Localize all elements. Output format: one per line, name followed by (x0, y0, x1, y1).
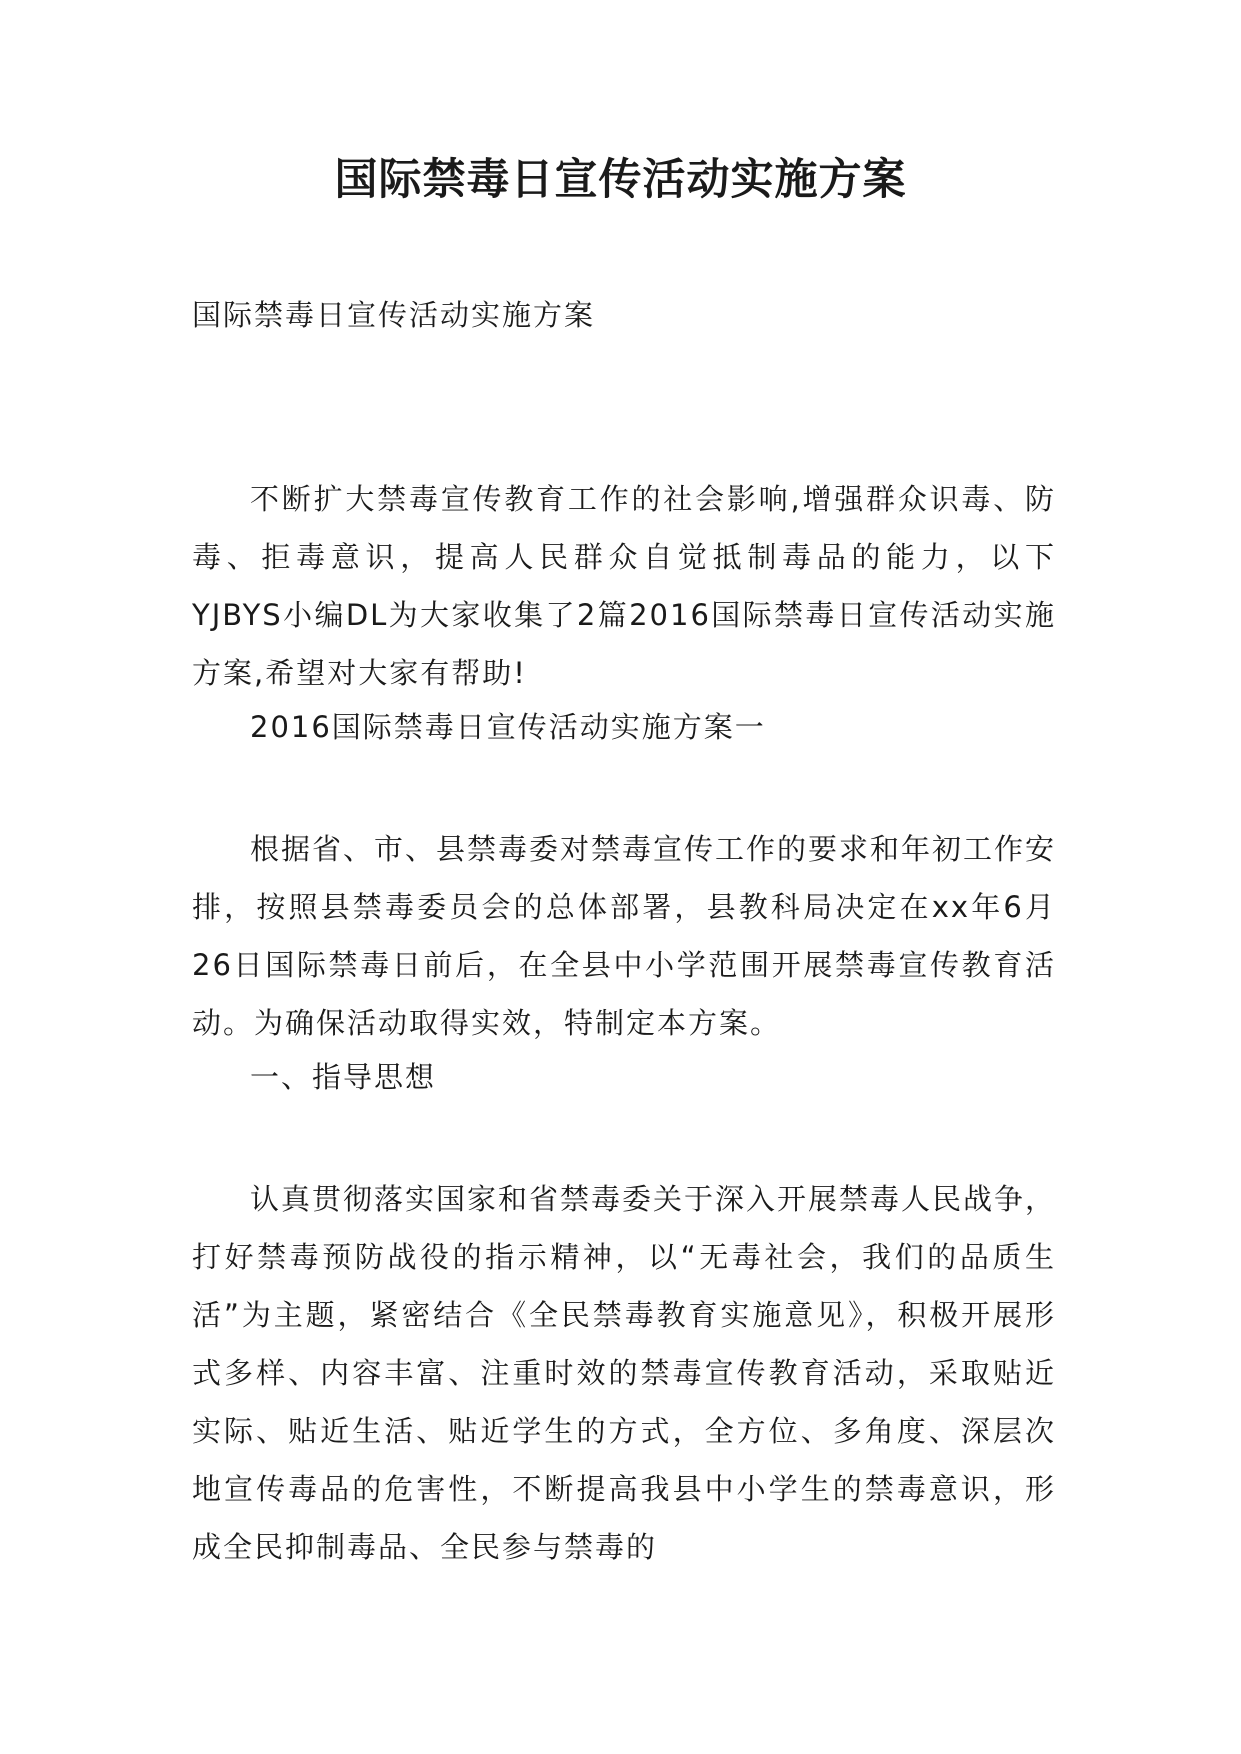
intro-paragraph: 不断扩大禁毒宣传教育工作的社会影响,增强群众识毒、防毒、拒毒意识，提高人民群众自觉抵制毒品的能力，以下YJBYS小编DL为大家收集了2篇2016国际禁毒日宣传活动实施方案,希望对大家有帮助! (192, 482, 1056, 690)
guiding-paragraph: 认真贯彻落实国家和省禁毒委关于深入开展禁毒人民战争，打好禁毒预防战役的指示精神，以“无毒社会，我们的品质生活”为主题，紧密结合《全民禁毒教育实施意见》，积极开展形式多样、内容丰富、注重时效的禁毒宣传教育活动，采取贴近实际、贴近生活、贴近学生的方式，全方位、多角度、深层次地宣传毒品的危害性，不断提高我县中小学生的禁毒意识，形成全民抑制毒品、全民参与禁毒的 (192, 1182, 1057, 1564)
document-subtitle: 国际禁毒日宣传活动实施方案 (192, 298, 596, 332)
document-title: 国际禁毒日宣传活动实施方案 (334, 155, 907, 205)
background-paragraph: 根据省、市、县禁毒委对禁毒宣传工作的要求和年初工作安排，按照县禁毒委员会的总体部署，县教科局决定在xx年6月26日国际禁毒日前后，在全县中小学范围开展禁毒宣传教育活动。为确保活动取得实效，特制定本方案。 (192, 832, 1057, 1040)
part1-heading: 一、指导思想 (250, 1060, 437, 1094)
section-heading: 2016国际禁毒日宣传活动实施方案一 (250, 710, 766, 744)
